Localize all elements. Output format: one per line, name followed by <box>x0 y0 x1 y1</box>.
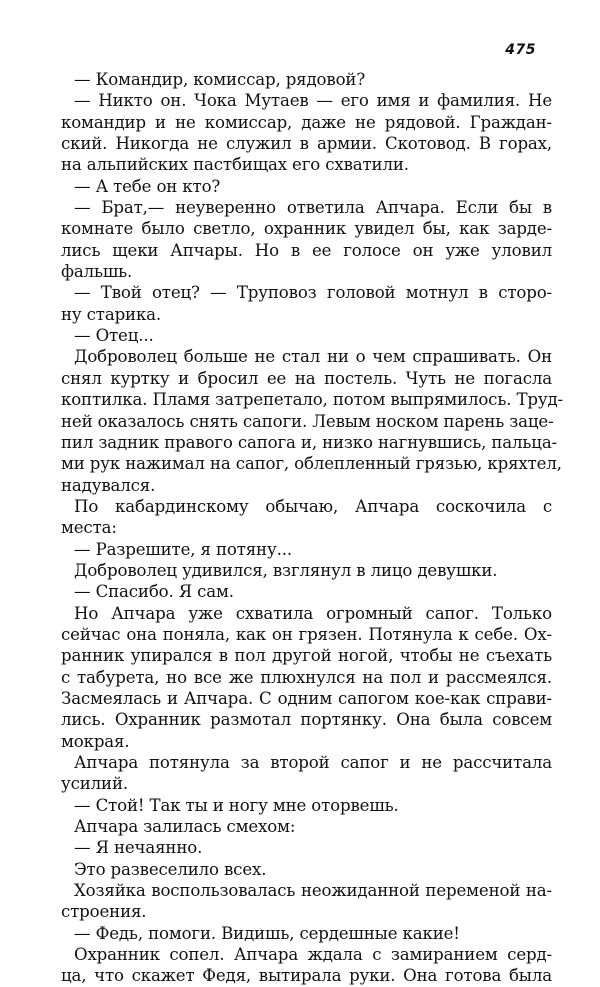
text-line: Охранник сопел. Апчара ждала с замиранием серд- <box>74 945 552 965</box>
text-line: Апчара залилась смехом: <box>74 817 296 837</box>
text-line: — А тебе он кто? <box>74 176 221 196</box>
text-line: Это развеселило всех. <box>74 859 267 879</box>
text-line: — Разрешите, я потяну... <box>74 539 292 559</box>
text-line: По кабардинскому обычаю, Апчара соскочила с <box>74 496 552 516</box>
text-line: лись щеки Апчары. Но в ее голосе он уже уловил <box>61 240 552 260</box>
body-text <box>61 69 563 987</box>
text-line: — Отец... <box>74 326 154 346</box>
text-line: места: <box>61 518 117 538</box>
text-line: Доброволец удивился, взглянул в лицо девушки. <box>74 560 498 580</box>
page-number: 475 <box>505 42 536 58</box>
text-line: пил задник правого сапога и, низко нагнувшись, пальца- <box>61 432 558 452</box>
text-line: — Командир, комиссар, рядовой? <box>74 70 366 89</box>
text-line: Апчара потянула за второй сапог и не рассчитала <box>74 753 552 772</box>
text-line: коптилка. Пламя затрепетало, потом выпрямилось. Труд- <box>61 390 563 410</box>
text-line: снял куртку и бросил ее на постель. Чуть не погасла <box>61 368 552 388</box>
text-line: Хозяйка воспользовалась неожиданной переменой на- <box>74 881 552 901</box>
text-line: — Брат,— неуверенно ответила Апчара. Если бы в <box>74 198 552 218</box>
text-line: ца, что скажет Федя, вытирала руки. Она готова была <box>61 966 552 986</box>
text-line: — Я нечаянно. <box>74 838 203 858</box>
text-line: строения. <box>61 902 147 922</box>
text-line: фальшь. <box>61 262 133 282</box>
text-line: ну старика. <box>61 304 162 324</box>
text-line: — Спасибо. Я сам. <box>74 582 234 602</box>
text-line: — Никто он. Чока Мутаев — его имя и фамилия. Не <box>74 91 552 111</box>
text-line: сейчас она поняла, как он грязен. Потянула к себе. Ох- <box>61 624 552 644</box>
text-line: ней оказалось снять сапоги. Левым носком парень заце- <box>61 411 554 431</box>
text-line: на альпийских пастбищах его схватили. <box>61 155 409 175</box>
text-line: лись. Охранник размотал портянку. Она была совсем <box>61 710 552 730</box>
text-line: ми рук нажимал на сапог, облепленный грязью, кряхтел, <box>61 454 562 474</box>
text-line: ранник упирался в пол другой ногой, чтобы не съехать <box>61 646 552 666</box>
text-line: надувался. <box>61 475 156 495</box>
text-line: мокрая. <box>61 731 130 751</box>
text-line: Доброволец больше не стал ни о чем спрашивать. Он <box>74 347 552 367</box>
text-line: усилий. <box>61 774 129 794</box>
text-line: — Федь, помоги. Видишь, сердешные какие! <box>74 923 460 943</box>
text-line: Но Апчара уже схватила огромный сапог. Только <box>74 603 552 623</box>
text-line: командир и не комиссар, даже не рядовой. Граждан- <box>61 112 552 132</box>
text-line: — Твой отец? — Труповоз головой мотнул в сторо- <box>74 283 552 303</box>
text-line: — Стой! Так ты и ногу мне оторвешь. <box>74 795 399 815</box>
text-line: комнате было светло, охранник увидел бы, как зарде- <box>61 219 552 239</box>
text-line: Засмеялась и Апчара. С одним сапогом кое-как справи- <box>61 688 552 708</box>
text-line: ский. Никогда не служил в армии. Скотовод. В горах, <box>61 134 552 154</box>
text-line: с табурета, но все же плюхнулся на пол и рассмеялся. <box>61 667 552 687</box>
